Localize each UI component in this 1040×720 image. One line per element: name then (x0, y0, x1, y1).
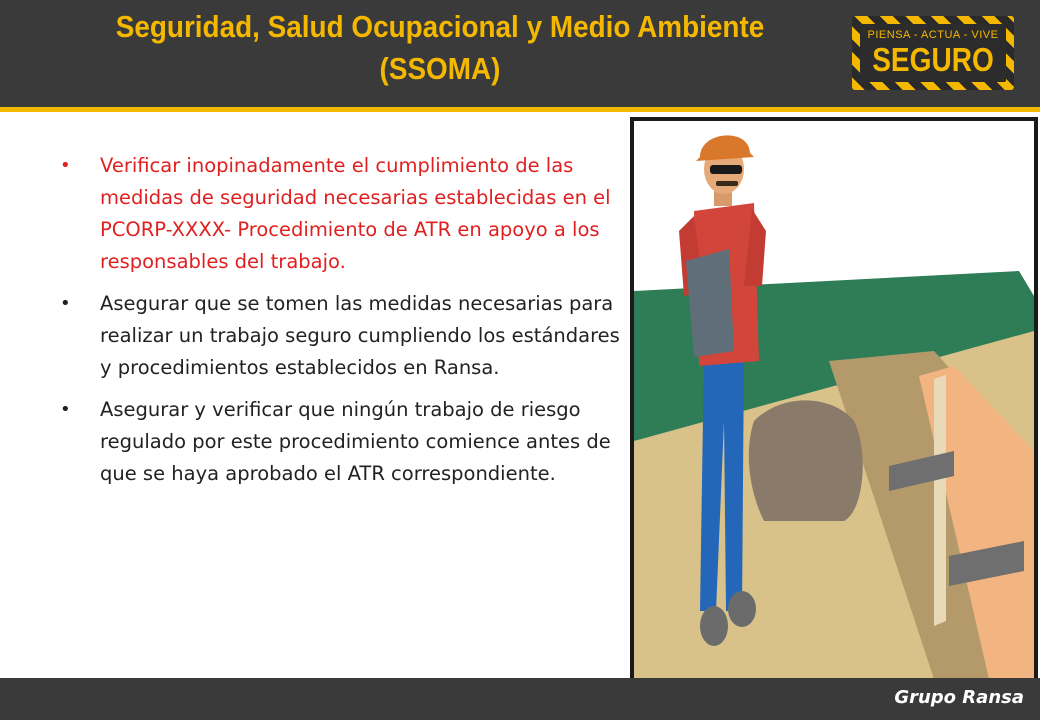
safety-supervisor-illustration (630, 117, 1038, 683)
title-line-2: (SSOMA) (379, 51, 501, 86)
bullet-text-1: Verificar inopinadamente el cumplimiento de las medidas de seguridad necesarias establecidas en el PCORP-XXXX- Procedimiento de ATR en apoyo a los responsables del trabajo. (100, 154, 611, 273)
bullet-item-3 (58, 394, 628, 490)
trench-post (934, 375, 946, 626)
slide-footer (0, 678, 1040, 720)
title-line-1: Seguridad, Salud Ocupacional y Medio Ambiente (115, 9, 765, 44)
bullet-item-2 (58, 288, 628, 384)
bullet-symbol: • (60, 399, 71, 420)
bullet-symbol: • (60, 293, 71, 314)
worker-mustache (716, 181, 738, 186)
hard-hat-icon (696, 135, 754, 161)
clipboard-icon (686, 249, 734, 357)
worker-boot-left (700, 606, 728, 646)
logo-panel (860, 24, 1006, 82)
safety-supervisor-icon (634, 121, 1034, 679)
dirt-pile (749, 400, 863, 521)
slide-title (80, 6, 800, 90)
bullet-symbol: • (60, 155, 71, 176)
worker-boot-right (728, 591, 756, 627)
bullet-text-3: Asegurar y verificar que ningún trabajo de riesgo regulado por este procedimiento comience antes de que se haya aprobado el ATR correspondiente. (100, 398, 611, 485)
bullet-item-1 (58, 150, 628, 278)
brand-name: Grupo Ransa (894, 687, 1024, 708)
logo-tagline: PIENSA - ACTUA - VIVE (867, 29, 999, 41)
slide-header (0, 0, 1040, 112)
bullet-list (58, 150, 628, 500)
logo-wordmark: SEGURO (872, 41, 994, 78)
seguro-logo (852, 16, 1014, 90)
sunglasses-icon (710, 165, 742, 174)
bullet-text-2: Asegurar que se tomen las medidas necesarias para realizar un trabajo seguro cumpliendo los estándares y procedimientos establecidos en Ransa. (100, 292, 620, 379)
